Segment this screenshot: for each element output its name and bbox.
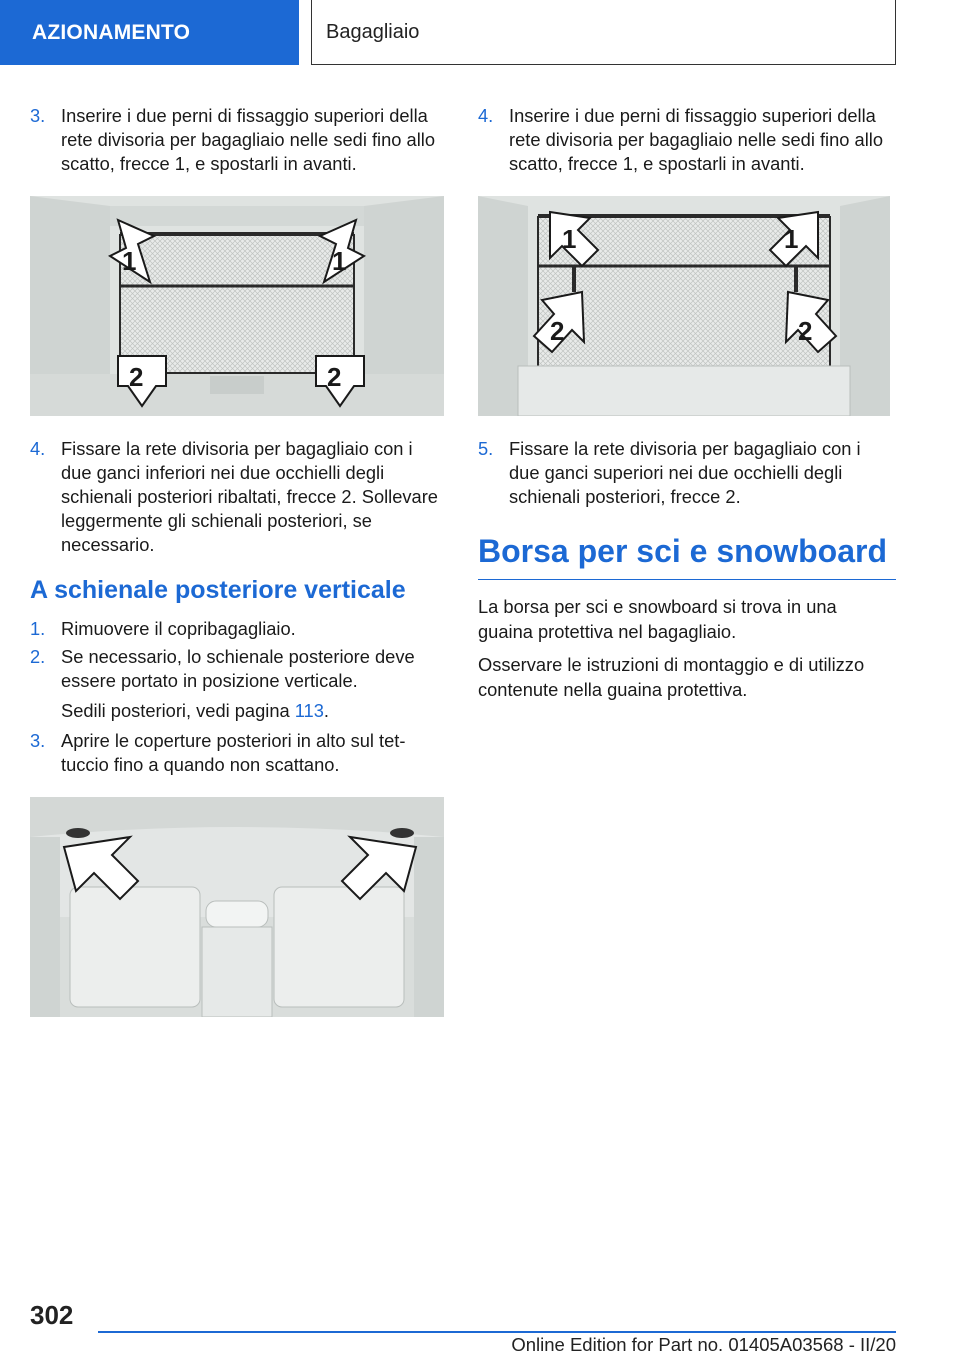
step-number: 2.: [30, 646, 46, 667]
section-title: Bagagliaio: [311, 0, 896, 65]
step-number: 3.: [30, 730, 46, 751]
step-text: Inserire i due perni di fissaggio superiori della rete divisoria per bagagliaio nelle sedi fino allo scatto, frecce 1, e spostarli in avanti.: [509, 105, 883, 174]
step-number: 1.: [30, 618, 46, 639]
footer-divider: [98, 1331, 896, 1333]
step-text: Rimuovere il copribagagliaio.: [61, 618, 296, 639]
step-text: Fissare la rete divisoria per bagagliaio con i due ganci superiori nei due occhielli degli schienali posteriori, frecce 2.: [509, 438, 861, 507]
arrow-label: 2: [327, 362, 342, 392]
figure-net-upper-hooks: [478, 196, 890, 416]
step-text: Inserire i due perni di fissaggio superiori della rete divisoria per bagagliaio nelle sedi fino allo scatto, frecce 1, e spostarli in avanti.: [61, 105, 435, 174]
step-text: Fissare la rete divisoria per bagagliaio con i due ganci inferiori nei due occhielli degli schienali posteriori ribaltati, frecce 2. Sollevare leggermente gli schienali posteriori, se necessario.: [61, 438, 438, 555]
left-column: [30, 104, 444, 1038]
step-vertical-1: [30, 617, 444, 641]
step-right-4: [478, 104, 896, 176]
main-heading: Borsa per sci e snowboard: [478, 531, 896, 580]
right-column: [478, 104, 896, 710]
step-right-5: [478, 437, 896, 509]
footer-edition: Online Edition for Part no. 01405A03568 - II/20: [511, 1334, 896, 1355]
cross-reference: [30, 699, 444, 723]
step-vertical-3: [30, 729, 444, 777]
paragraph: La borsa per sci e snowboard si trova in una guaina protettiva nel bagagliaio.: [478, 596, 837, 642]
step-number: 3.: [30, 105, 46, 126]
arrow-label: 2: [129, 362, 144, 392]
step-left-4: [30, 437, 444, 557]
arrow-label: 2: [550, 316, 565, 346]
chapter-tab[interactable]: AZIONAMENTO: [0, 0, 299, 65]
step-text: Se necessario, lo schienale posteriore deve essere portato in posizione verticale.: [61, 646, 415, 691]
step-vertical-2: [30, 645, 444, 693]
arrow-label: 1: [332, 246, 347, 276]
cross-reference-text: Sedili posteriori, vedi pagina: [61, 700, 295, 721]
step-number: 4.: [478, 105, 494, 126]
paragraph: Osservare le istruzioni di montaggio e di utilizzo contenute nella guaina protettiva.: [478, 654, 865, 700]
step-left-3: [30, 104, 444, 176]
arrow-label: 1: [784, 224, 799, 254]
step-number: 5.: [478, 438, 494, 459]
cross-reference-end: .: [323, 700, 329, 721]
arrow-label: 2: [798, 316, 813, 346]
page-link[interactable]: 113: [294, 700, 324, 721]
figure-roof-covers: [30, 797, 444, 1017]
arrow-label: 1: [122, 246, 137, 276]
figure-net-lower-hooks: [30, 196, 444, 416]
step-number: 4.: [30, 438, 46, 459]
section-heading: A schienale posteriore verticale: [30, 576, 406, 604]
step-text: Aprire le coperture posteriori in alto sul tettuccio fino a quando non scattano.: [61, 730, 406, 775]
arrow-label: 1: [562, 224, 577, 254]
page-number: 302: [30, 1300, 74, 1330]
